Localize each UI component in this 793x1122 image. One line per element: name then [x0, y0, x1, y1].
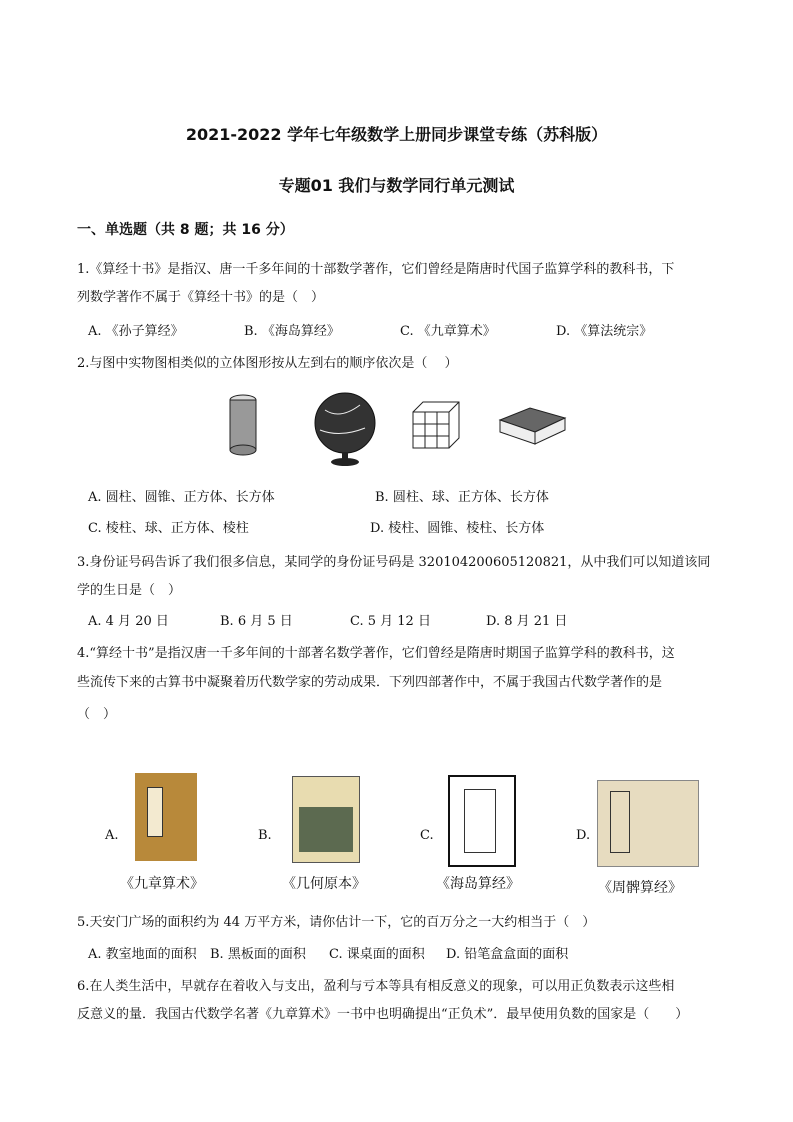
- q5-option-a: A. 教室地面的面积: [88, 947, 197, 962]
- book-cover-jiuzhang: [135, 773, 197, 861]
- q6-text: 反意义的量．我国古代数学名著《九章算术》一书中也明确提出“正负术”．最早使用负数的国家是（ ）: [77, 1007, 689, 1022]
- cylinder-icon: [230, 395, 256, 455]
- q3-option-a: A. 4 月 20 日: [88, 614, 169, 629]
- q1-option-d: D. 《算法统宗》: [556, 324, 653, 339]
- caption-jihe: 《几何原本》: [282, 876, 366, 892]
- q4-option-d: D.: [576, 828, 591, 843]
- q2-option-b: B. 圆柱、球、正方体、长方体: [375, 490, 549, 505]
- q4-option-a: A.: [105, 828, 119, 843]
- book-cover-haidao: [448, 775, 516, 867]
- q2-option-a: A. 圆柱、圆锥、正方体、长方体: [88, 490, 275, 505]
- doc-title: 2021-2022 学年七年级数学上册同步课堂专练（苏科版）: [185, 125, 608, 144]
- caption-haidao: 《海岛算经》: [436, 876, 520, 892]
- book-icon: [500, 408, 565, 444]
- q4-text: 些流传下来的古算书中凝聚着历代数学家的劳动成果．下列四部著作中，不属于我国古代数学著作的是: [77, 675, 663, 690]
- q3-option-b: B. 6 月 5 日: [220, 614, 293, 629]
- q4-text: （ ）: [77, 707, 117, 722]
- q4-option-c: C.: [420, 828, 434, 843]
- q1-text: 1.《算经十书》是指汉、唐一千多年间的十部数学著作，它们曾经是隋唐时代国子监算学科的教科书，下: [77, 262, 675, 277]
- q2-text: 2.与图中实物图相类似的立体图形按从左到右的顺序依次是（ ）: [77, 356, 458, 371]
- caption-zhoubi: 《周髀算经》: [598, 880, 682, 896]
- caption-jiuzhang: 《九章算术》: [120, 876, 204, 892]
- q6-text: 6.在人类生活中，早就存在着收入与支出，盈利与亏本等具有相反意义的现象，可以用正负数表示这些相: [77, 979, 675, 994]
- solid-objects-figure: [220, 390, 580, 470]
- q1-option-a: A. 《孙子算经》: [88, 324, 184, 339]
- q3-option-d: D. 8 月 21 日: [486, 614, 568, 629]
- q1-option-b: B. 《海岛算经》: [244, 324, 340, 339]
- section-heading: 一、单选题（共 8 题；共 16 分）: [77, 222, 294, 238]
- doc-subtitle: 专题01 我们与数学同行单元测试: [278, 176, 515, 195]
- q5-option-d: D. 铅笔盒盒面的面积: [446, 947, 569, 962]
- q1-text: 列数学著作不属于《算经十书》的是（ ）: [77, 290, 325, 305]
- q4-option-b: B.: [258, 828, 272, 843]
- book-cover-jihe: [292, 776, 360, 863]
- q5-option-c: C. 课桌面的面积: [329, 947, 425, 962]
- q3-text: 3.身份证号码告诉了我们很多信息，某同学的身份证号码是 320104200605120821，从中我们可以知道该同: [77, 555, 711, 570]
- cube-icon: [413, 402, 459, 448]
- q1-option-c: C. 《九章算术》: [400, 324, 496, 339]
- book-cover-zhoubi: [597, 780, 699, 867]
- q2-option-d: D. 棱柱、圆锥、棱柱、长方体: [370, 521, 545, 536]
- globe-icon: [315, 393, 375, 466]
- q5-option-b: B. 黑板面的面积: [210, 947, 306, 962]
- q5-text: 5.天安门广场的面积约为 44 万平方米，请你估计一下，它的百万分之一大约相当于（ ）: [77, 915, 596, 930]
- q3-option-c: C. 5 月 12 日: [350, 614, 431, 629]
- q4-text: 4.“算经十书”是指汉唐一千多年间的十部著名数学著作，它们曾经是隋唐时期国子监算学科的教科书，这: [77, 646, 675, 661]
- q3-text: 学的生日是（ ）: [77, 583, 182, 598]
- q2-option-c: C. 棱柱、球、正方体、棱柱: [88, 521, 249, 536]
